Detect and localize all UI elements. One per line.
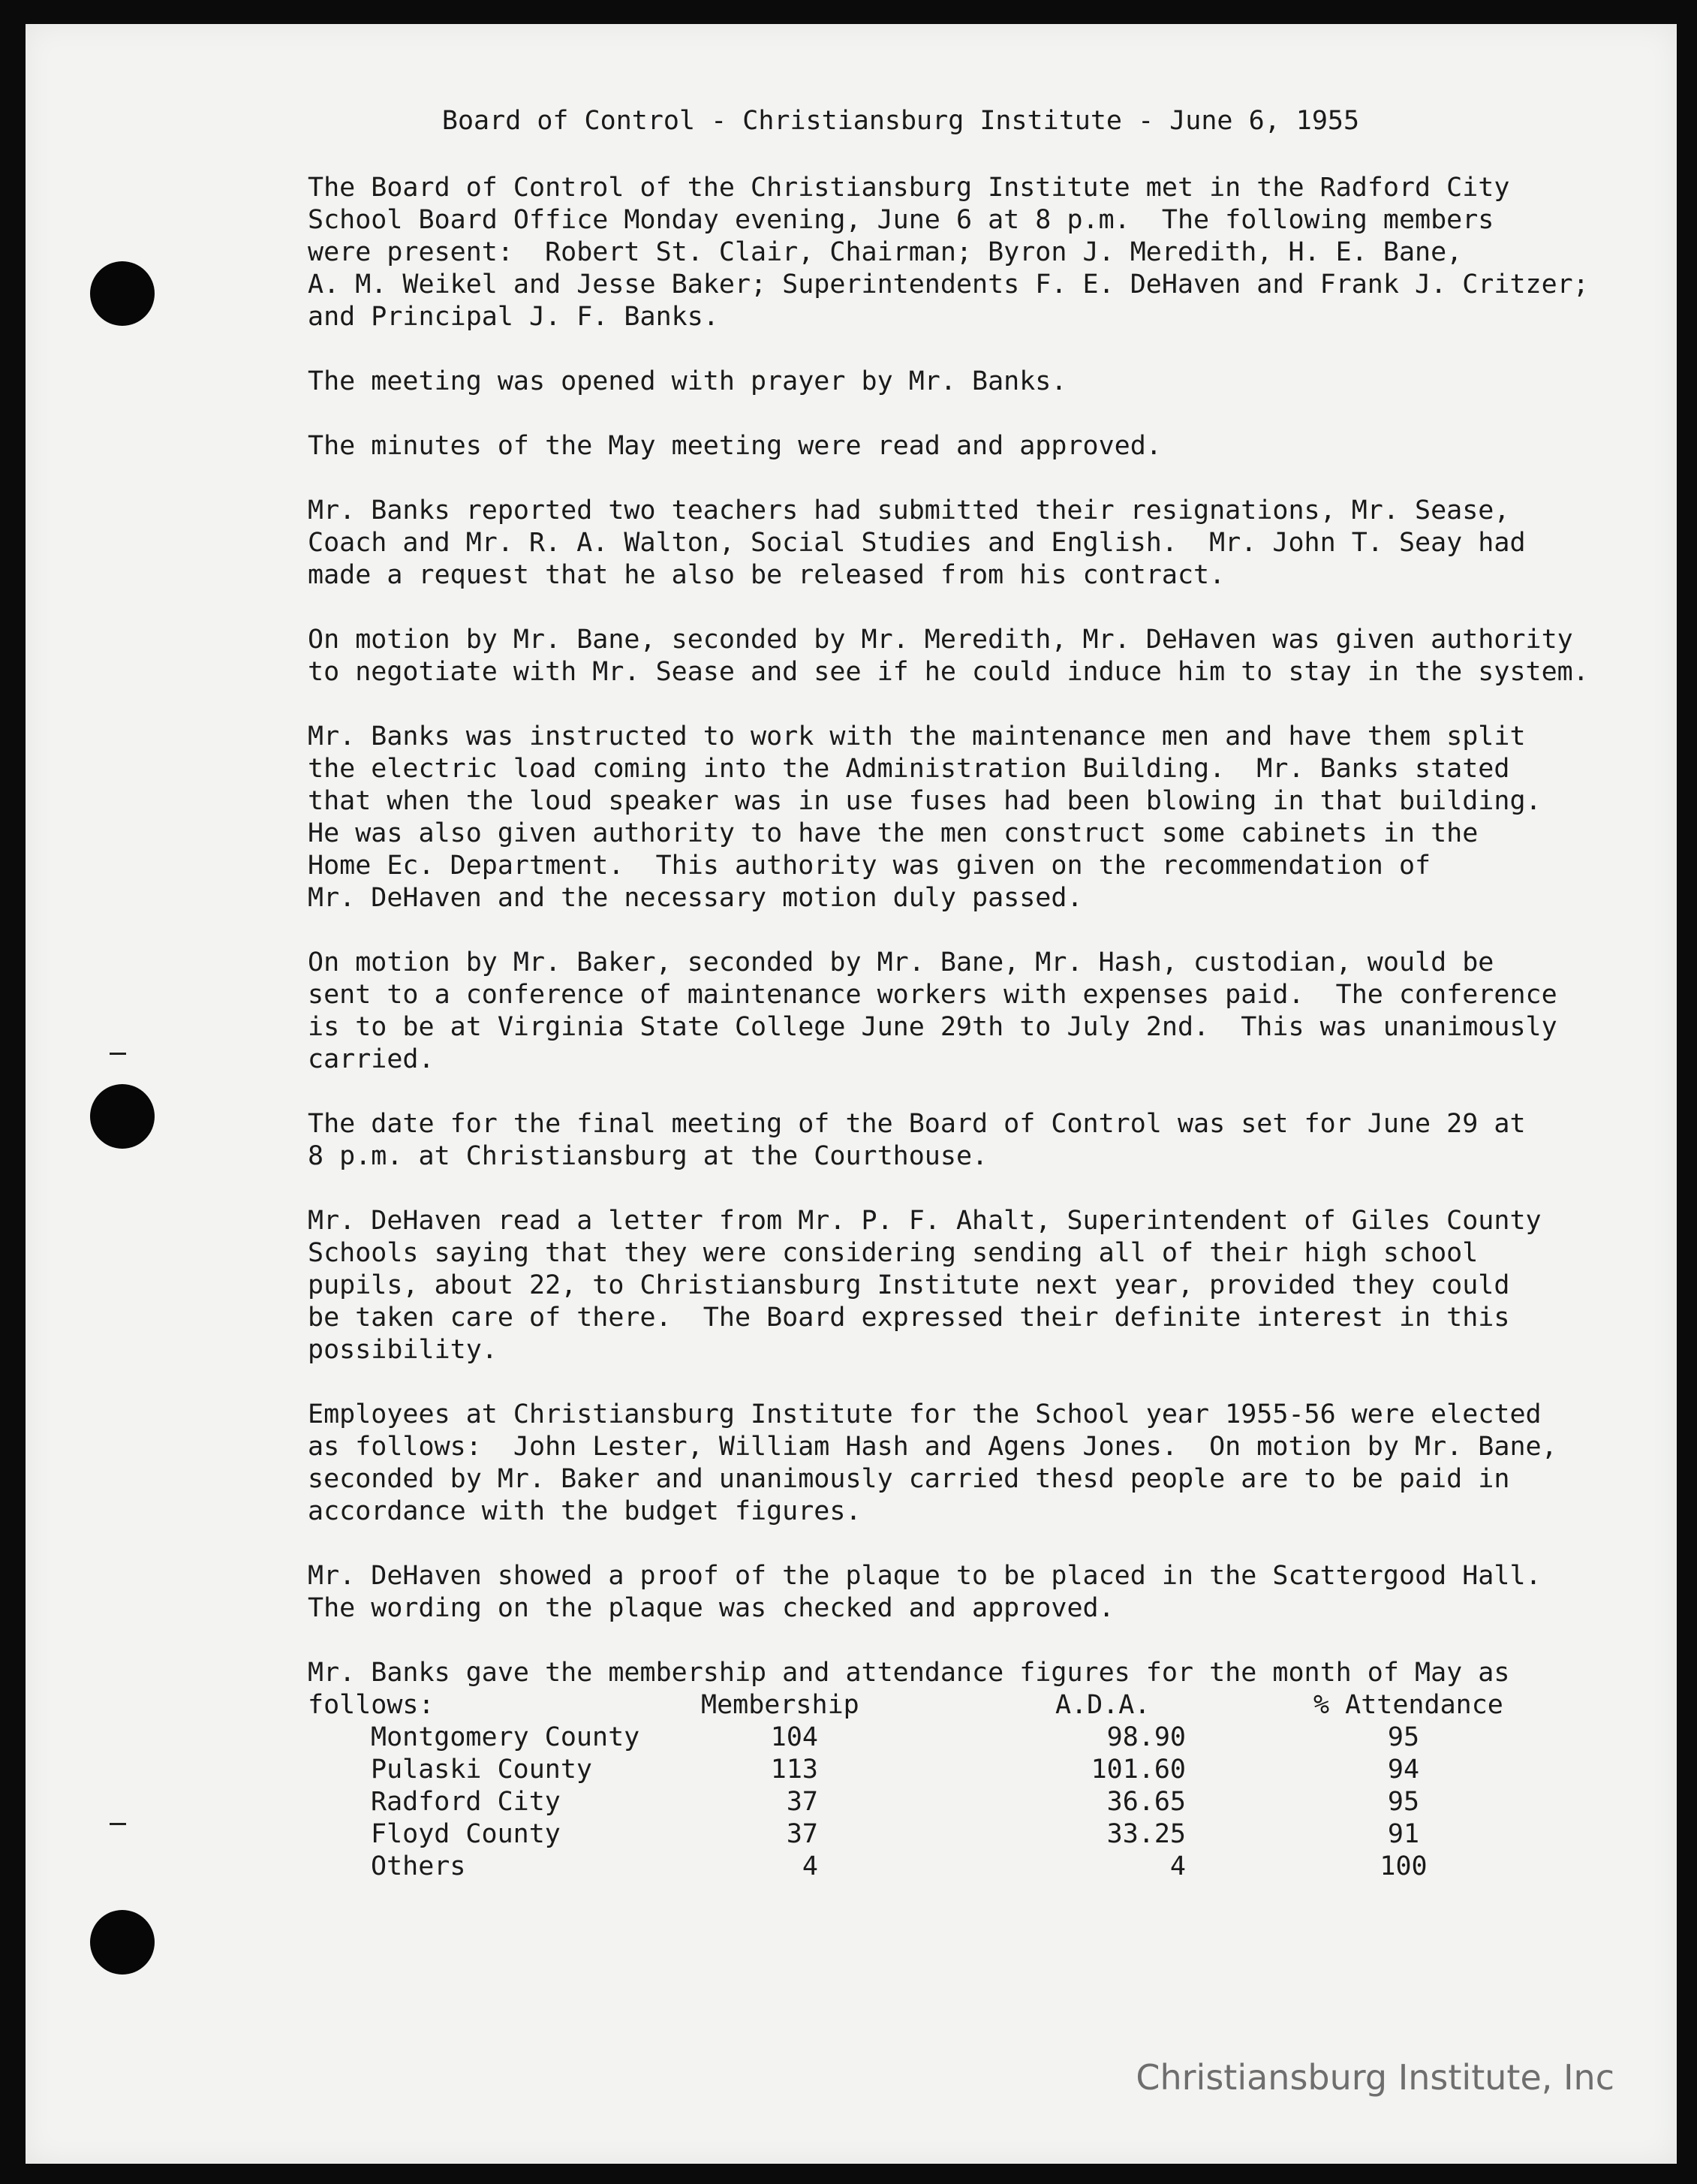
paragraph-attendance: The Board of Control of the Christiansburg Institute met in the Radford City School Board Office Monday evening, June 6 at 8 p.m. The following members were present: Robert St. Clair, Chairman; Byron J. Meredith, H. E. Bane, A. M. Weikel and Jesse Baker; Superintendents F. E. DeHaven and Frank J. Critzer; and Principal J. F. Banks. bbox=[308, 173, 1589, 332]
paragraph-conference: On motion by Mr. Baker, seconded by Mr. Bane, Mr. Hash, custodian, would be sent to a conference of maintenance workers with expenses paid. The conference is to be at Virginia State College June 29th to July 2nd. This was unanimously carried. bbox=[308, 947, 1557, 1074]
row-name: Others bbox=[371, 1851, 466, 1881]
paragraph-electric: Mr. Banks was instructed to work with the maintenance men and have them split the electric load coming into the Administration Building. Mr. Banks stated that when the loud speaker was in use fuses had been blowing in that building. He was also given authority to have the men construct some cabinets in the Home Ec. Department. This authority was given on the recommendation of Mr. DeHaven and the necessary motion duly passed. bbox=[308, 721, 1542, 913]
row-attendance: 100 bbox=[1380, 1851, 1428, 1881]
archive-watermark: Christiansburg Institute, Inc bbox=[1136, 2057, 1614, 2098]
row-name: Radford City bbox=[371, 1787, 561, 1817]
row-ada: 101.60 bbox=[1091, 1755, 1186, 1785]
table-row bbox=[308, 1722, 1584, 1754]
row-membership: 37 bbox=[786, 1819, 818, 1849]
table-header-row bbox=[308, 1689, 1584, 1722]
table-lead-label: follows: bbox=[308, 1690, 435, 1720]
paragraph-resignations: Mr. Banks reported two teachers had submitted their resignations, Mr. Sease, Coach and Mr. R. A. Walton, Social Studies and English. Mr. John T. Seay had made a request that he also be released from his contract. bbox=[308, 496, 1526, 590]
binder-hole bbox=[90, 261, 155, 326]
table-row bbox=[308, 1851, 1584, 1883]
paragraph-giles-letter: Mr. DeHaven read a letter from Mr. P. F. Ahalt, Superintendent of Giles County Schools saying that they were considering sending all of their high school pupils, about 22, to Christiansburg Institute next year, provided they could be taken care of there. The Board expressed their definite interest in this possibility. bbox=[308, 1206, 1542, 1365]
row-ada: 98.90 bbox=[1106, 1722, 1186, 1752]
paragraph-prayer: The meeting was opened with prayer by Mr. Banks. bbox=[308, 366, 1067, 396]
row-attendance: 95 bbox=[1387, 1787, 1420, 1817]
row-membership: 4 bbox=[802, 1851, 818, 1881]
row-name: Montgomery County bbox=[371, 1722, 640, 1752]
attendance-table bbox=[308, 1689, 1584, 1883]
header-attendance: % Attendance bbox=[1313, 1690, 1503, 1720]
paragraph-negotiate: On motion by Mr. Bane, seconded by Mr. Meredith, Mr. DeHaven was given authority to negotiate with Mr. Sease and see if he could induce him to stay in the system. bbox=[308, 625, 1589, 687]
margin-mark bbox=[110, 1053, 126, 1055]
table-row bbox=[308, 1786, 1584, 1818]
margin-mark bbox=[110, 1823, 126, 1825]
row-membership: 37 bbox=[786, 1787, 818, 1817]
row-ada: 4 bbox=[1169, 1851, 1186, 1881]
row-name: Pulaski County bbox=[371, 1755, 593, 1785]
header-ada: A.D.A. bbox=[1055, 1690, 1151, 1720]
row-name: Floyd County bbox=[371, 1819, 561, 1849]
header-membership: Membership bbox=[701, 1690, 859, 1720]
table-row bbox=[308, 1818, 1584, 1851]
binder-hole bbox=[90, 1910, 155, 1975]
row-attendance: 91 bbox=[1387, 1819, 1420, 1849]
binder-hole bbox=[90, 1084, 155, 1149]
paragraph-minutes: The minutes of the May meeting were read and approved. bbox=[308, 431, 1162, 461]
row-ada: 33.25 bbox=[1106, 1819, 1186, 1849]
paragraph-final-meeting: The date for the final meeting of the Board of Control was set for June 29 at 8 p.m. at Christiansburg at the Courthouse. bbox=[308, 1109, 1526, 1171]
row-membership: 113 bbox=[770, 1755, 818, 1785]
table-intro: Mr. Banks gave the membership and attendance figures for the month of May as bbox=[308, 1658, 1510, 1688]
minutes-text bbox=[308, 105, 1629, 1883]
page-title: Board of Control - Christiansburg Institute - June 6, 1955 bbox=[441, 106, 1360, 136]
paragraph-plaque: Mr. DeHaven showed a proof of the plaque to be placed in the Scattergood Hall. The wording on the plaque was checked and approved. bbox=[308, 1561, 1542, 1623]
row-membership: 104 bbox=[770, 1722, 818, 1752]
table-row bbox=[308, 1754, 1584, 1786]
row-attendance: 95 bbox=[1387, 1722, 1420, 1752]
row-ada: 36.65 bbox=[1106, 1787, 1186, 1817]
row-attendance: 94 bbox=[1387, 1755, 1420, 1785]
paragraph-employees: Employees at Christiansburg Institute for the School year 1955-56 were elected as follows: John Lester, William Hash and Agens Jones. On motion by Mr. Bane, seconded by Mr. Baker and unanimously carried thesd people are to be paid in accordance with the budget figures. bbox=[308, 1399, 1557, 1526]
